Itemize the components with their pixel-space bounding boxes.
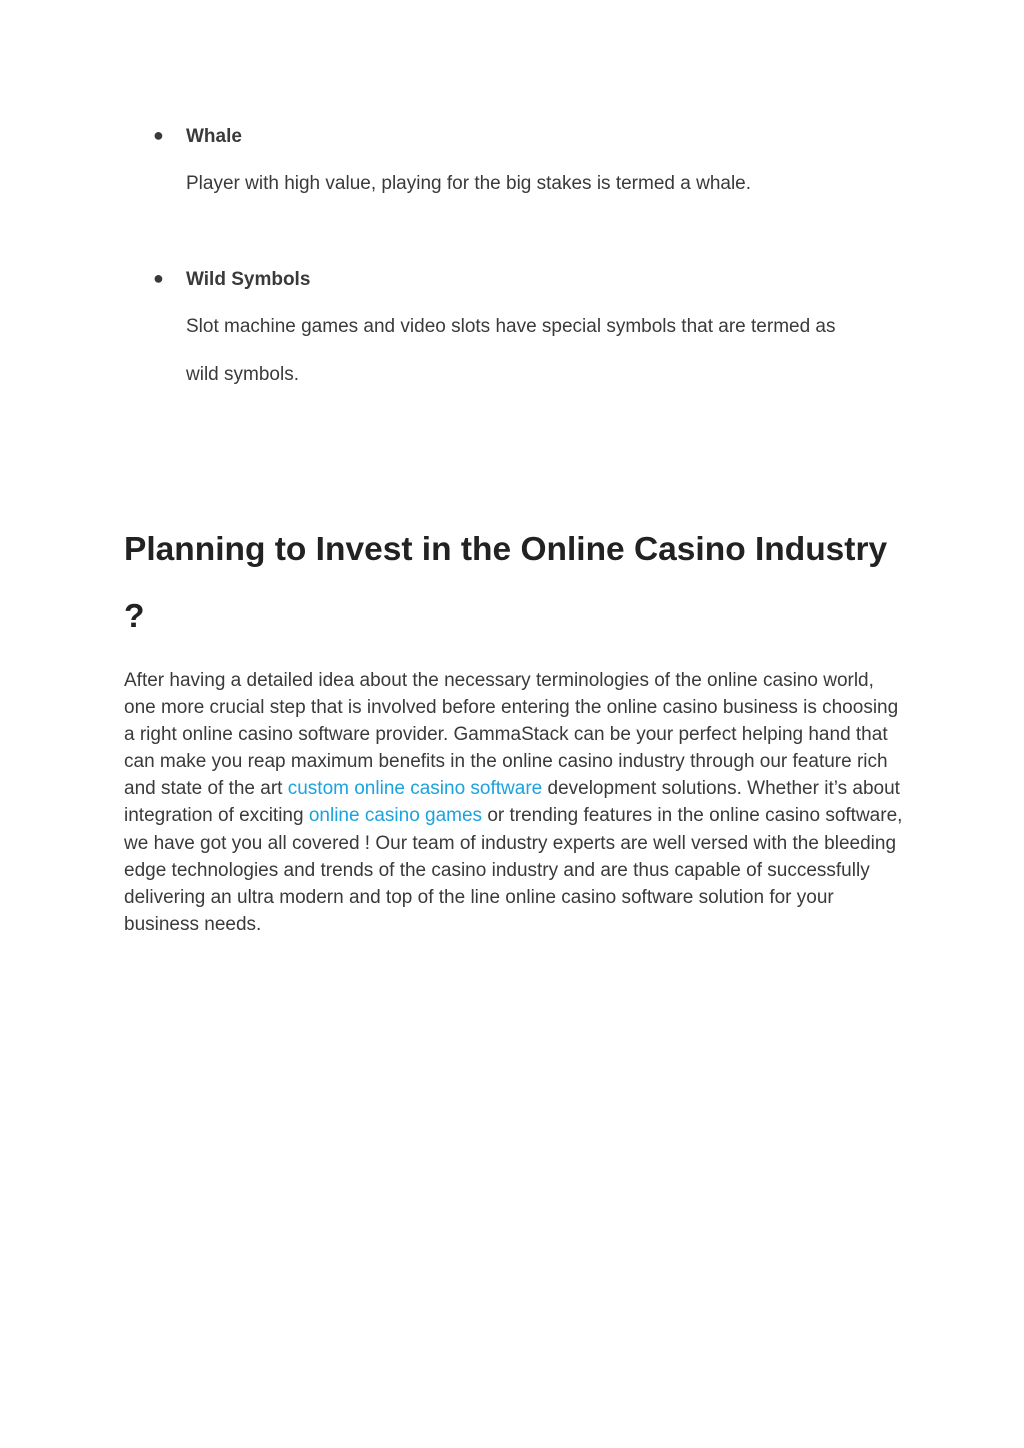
term-description-line: Player with high value, playing for the big stakes is termed a whale. bbox=[186, 173, 752, 194]
bullet-icon: ● bbox=[153, 268, 164, 288]
term-description-line: wild symbols. bbox=[186, 364, 299, 385]
paragraph-text: development solutions. Whether it’s about integration of exciting bbox=[124, 778, 900, 827]
online-casino-games-link[interactable]: online casino games bbox=[308, 805, 483, 827]
term-description-line: Slot machine games and video slots have special symbols that are termed as bbox=[186, 316, 836, 337]
term-title-wild-symbols: Wild Symbols bbox=[186, 269, 311, 290]
section-heading-line: Planning to Invest in the Online Casino Industry bbox=[124, 531, 888, 568]
term-description-whale bbox=[186, 160, 906, 208]
section-heading-line: ? bbox=[124, 598, 145, 635]
paragraph-text: After having a detailed idea about the necessary terminologies of the online casino world, one more crucial step that is involved before entering the online casino business is choosing a right online casino software provider. GammaStack can be your perfect helping hand that can make you reap maximum benefits in the online casino industry through our feature rich and state of the art bbox=[124, 670, 899, 800]
paragraph-text: or trending features in the online casino software, we have got you all covered ! Our team of industry experts are well versed with the bleeding edge technologies and trends of the casino industry and are thus capable of successfully delivering an ultra modern and top of the line online casino software solution for your business needs. bbox=[124, 805, 903, 935]
term-description-wild-symbols bbox=[186, 303, 906, 399]
section-heading bbox=[124, 516, 924, 650]
term-title-whale: Whale bbox=[186, 126, 242, 147]
bullet-icon: ● bbox=[153, 125, 164, 145]
section-paragraph bbox=[124, 667, 904, 938]
custom-online-casino-software-link[interactable]: custom online casino software bbox=[287, 778, 543, 800]
